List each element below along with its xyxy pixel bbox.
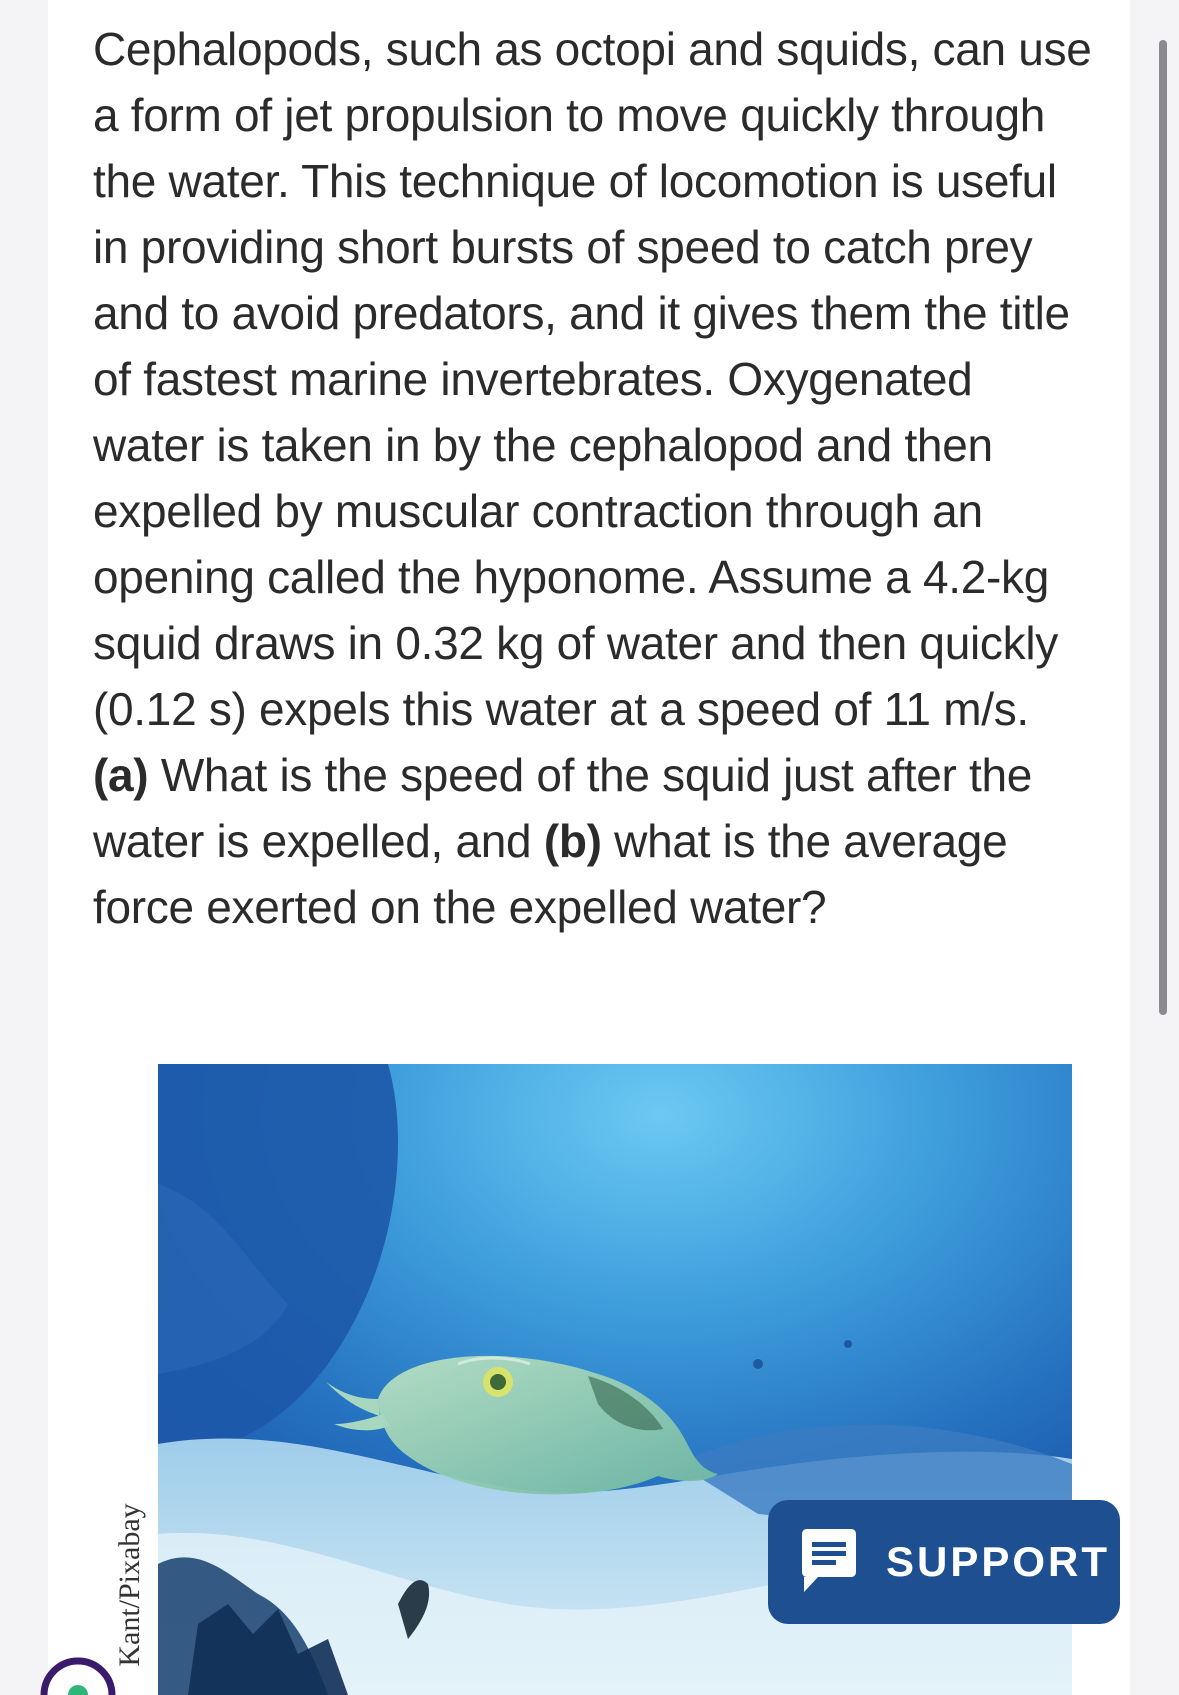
question-text [93,16,1093,940]
part-b-text: what is the average force exerted on the expelled water? [93,815,1008,933]
part-a-text: What is the speed of the squid just after the water is expelled, and [93,749,1033,867]
scrollbar[interactable] [1159,40,1167,1015]
chat-icon [798,1528,860,1596]
photo-credit-text: Kant/Pixabay [113,1503,146,1667]
support-button[interactable] [768,1500,1120,1624]
question-intro: Cephalopods, such as octopi and squids, can use a form of jet propulsion to move quickly through the water. This technique of locomotion is useful in providing short bursts of speed to catch prey and to avoid predators, and it gives them the title of fastest marine invertebrates. Oxygenated water is taken in by the cephalopod and then expelled by muscular contraction through an opening called the hyponome. Assume a 4.2-kg squid draws in 0.32 kg of water and then quickly (0.12 s) expels this water at a speed of 11 m/s. [93,23,1092,735]
assistant-widget-icon[interactable] [38,1655,118,1695]
support-label: SUPPORT [886,1538,1111,1585]
part-b-label: (b) [543,815,602,867]
part-a-label: (a) [93,749,149,801]
